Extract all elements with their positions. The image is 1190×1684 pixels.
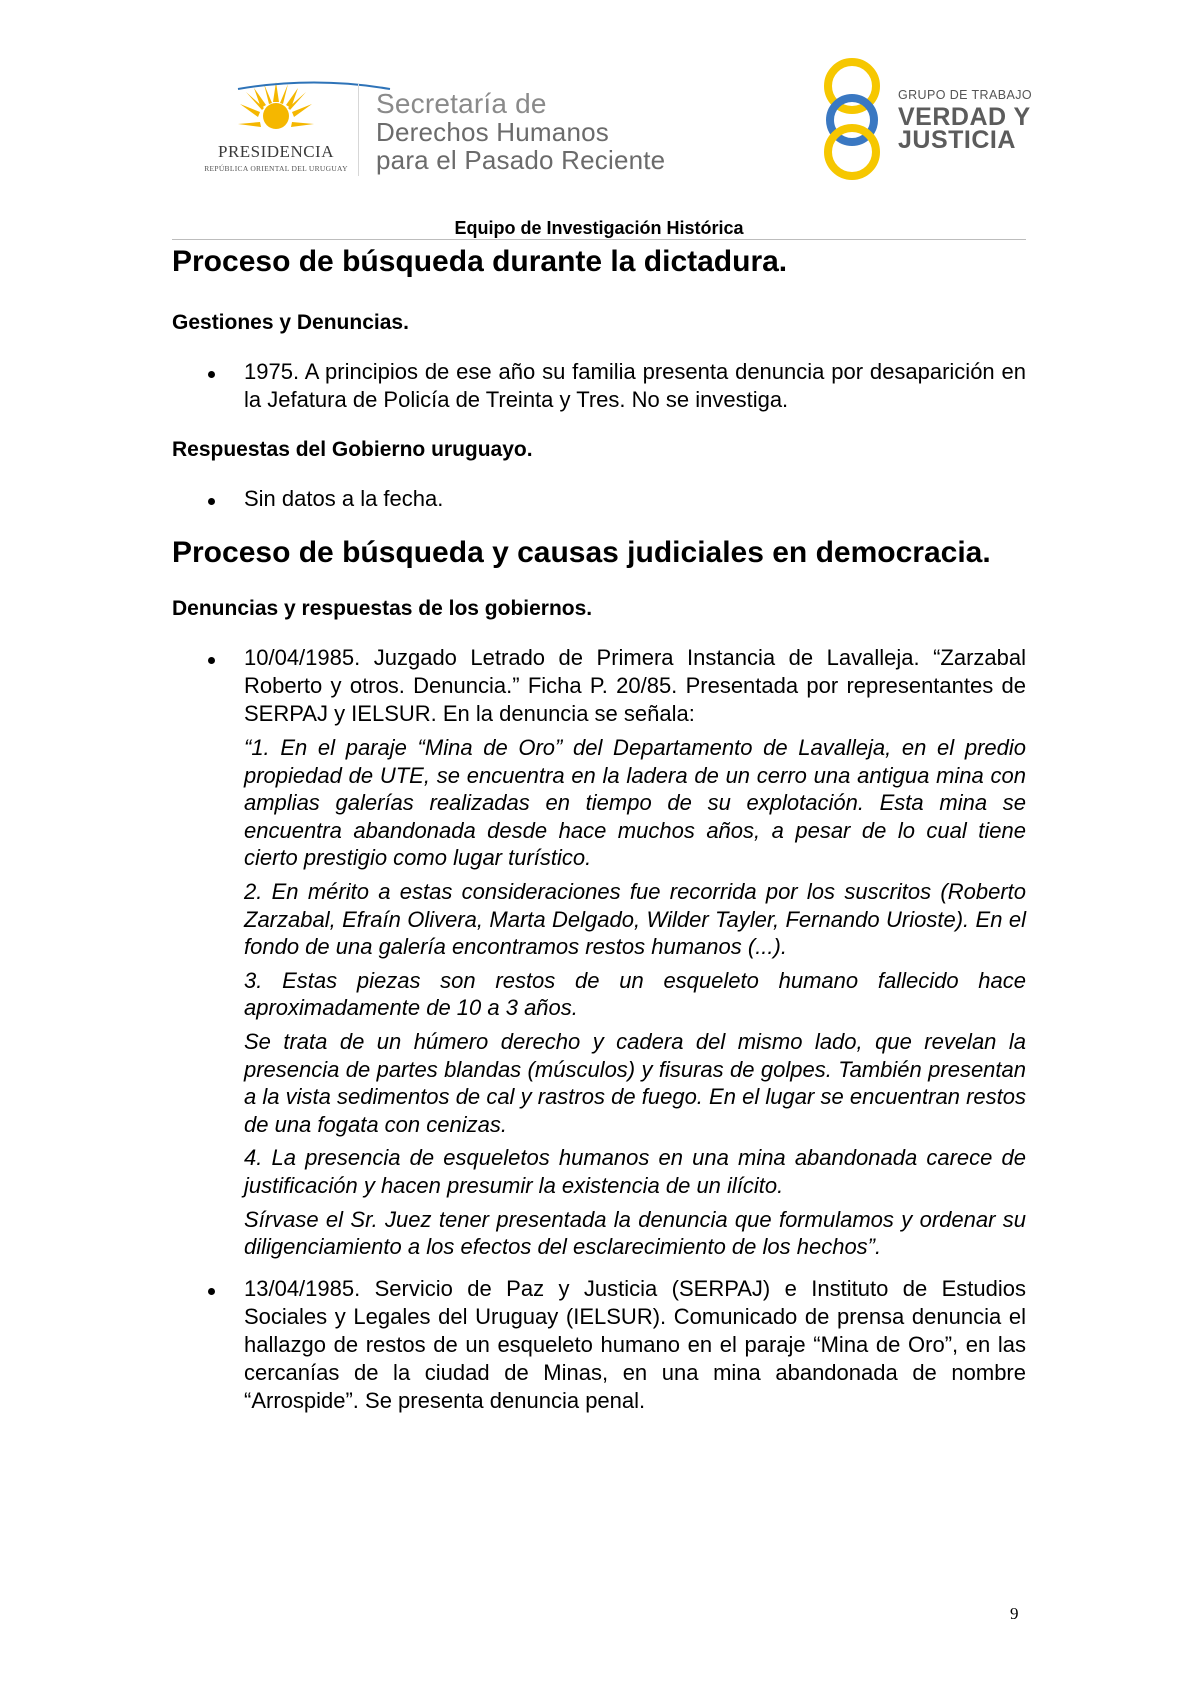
denuncia-quote	[244, 734, 1026, 1261]
denuncias-list	[172, 644, 1026, 1415]
denuncia-1985-04-10: 10/04/1985. Juzgado Letrado de Primera Instancia de Lavalleja. “Zarzabal Roberto y otros. Denuncia.” Ficha P. 20/85. Presentada por representantes de SERPAJ y IELSUR. En la denuncia se señala:	[244, 645, 1026, 726]
respuestas-list	[172, 485, 1026, 513]
secretaria-line-3: para el Pasado Reciente	[376, 145, 666, 175]
list-item	[172, 644, 1026, 1261]
gtvj-label: GRUPO DE TRABAJO	[898, 88, 1032, 102]
bullet-icon	[208, 371, 215, 378]
section-title-democracia: Proceso de búsqueda y causas judiciales en democracia.	[172, 536, 991, 569]
quote-paragraph: 3. Estas piezas son restos de un esqueleto humano fallecido hace aproximadamente de 10 a 3 años.	[244, 967, 1026, 1021]
subsection-respuestas: Respuestas del Gobierno uruguayo.	[172, 438, 533, 461]
document-body	[172, 244, 1026, 1415]
presidencia-name: PRESIDENCIA	[217, 142, 334, 161]
page-number: 9	[1010, 1604, 1019, 1623]
subsection-denuncias: Denuncias y respuestas de los gobiernos.	[172, 597, 593, 620]
secretaria-logo-text	[376, 90, 665, 174]
bullet-icon	[208, 657, 215, 664]
team-name: Equipo de Investigación Histórica	[454, 218, 744, 238]
presidencia-subtitle: REPÚBLICA ORIENTAL DEL URUGUAY	[204, 164, 348, 173]
presidencia-logo	[196, 80, 356, 180]
section-title-dictadura: Proceso de búsqueda durante la dictadura.	[172, 245, 788, 278]
secretaria-line-2: Derechos Humanos	[376, 117, 609, 147]
list-item	[172, 1275, 1026, 1415]
quote-paragraph: Sírvase el Sr. Juez tener presentada la denuncia que formulamos y ordenar su diligenciamiento a los efectos del esclarecimiento de los hechos”.	[244, 1206, 1026, 1260]
bullet-icon	[208, 498, 215, 505]
list-item: 1975. A principios de ese año su familia presenta denuncia por desaparición en la Jefatura de Policía de Treinta y Tres. No se investiga.	[172, 358, 1026, 414]
gtvj-title-2: JUSTICIA	[898, 126, 1016, 154]
header-rule	[172, 239, 1026, 240]
secretaria-line-1: Secretaría de	[376, 88, 547, 119]
bullet-icon	[208, 1288, 215, 1295]
subsection-gestiones: Gestiones y Denuncias.	[172, 311, 409, 334]
gestiones-list	[172, 358, 1026, 414]
gtvj-title-1: VERDAD Y	[898, 103, 1031, 131]
denuncia-1985-04-13: 13/04/1985. Servicio de Paz y Justicia (SERPAJ) e Instituto de Estudios Sociales y Legales del Uruguay (IELSUR). Comunicado de prensa denuncia el hallazgo de restos de un esqueleto humano en el paraje “Mina de Oro”, en las cercanías de la ciudad de Minas, en una mina abandonada de nombre “Arrospide”. Se presenta denuncia penal.	[244, 1275, 1026, 1413]
quote-paragraph: “1. En el paraje “Mina de Oro” del Departamento de Lavalleja, en el predio propiedad de UTE, se encuentra en la ladera de un cerro una antigua mina con amplias galerías realizadas en tiempo de su explotación. Esta mina se encuentra abandonada desde hace muchos años, a pesar de lo cual tiene cierto prestigio como lugar turístico.	[244, 735, 1026, 871]
presidencia-arc-icon	[236, 80, 392, 90]
quote-paragraph: 4. La presencia de esqueletos humanos en una mina abandonada carece de justificación y hacen presumir la existencia de un ilícito.	[244, 1145, 1026, 1198]
quote-paragraph: Se trata de un húmero derecho y cadera del mismo lado, que revelan la presencia de partes blandas (músculos) y fisuras de golpes. También presentan a la vista sedimentos de cal y rastros de fuego. En el lugar se encuentran restos de una fogata con cenizas.	[244, 1028, 1026, 1137]
list-item: Sin datos a la fecha.	[172, 485, 1026, 513]
header-divider	[358, 84, 359, 176]
quote-paragraph: 2. En mérito a estas consideraciones fue recorrida por los suscritos (Roberto Zarzabal, Efraín Olivera, Marta Delgado, Wilder Tayler, Fernando Urioste). En el fondo de una galería encontramos restos humanos (...).	[244, 878, 1026, 960]
